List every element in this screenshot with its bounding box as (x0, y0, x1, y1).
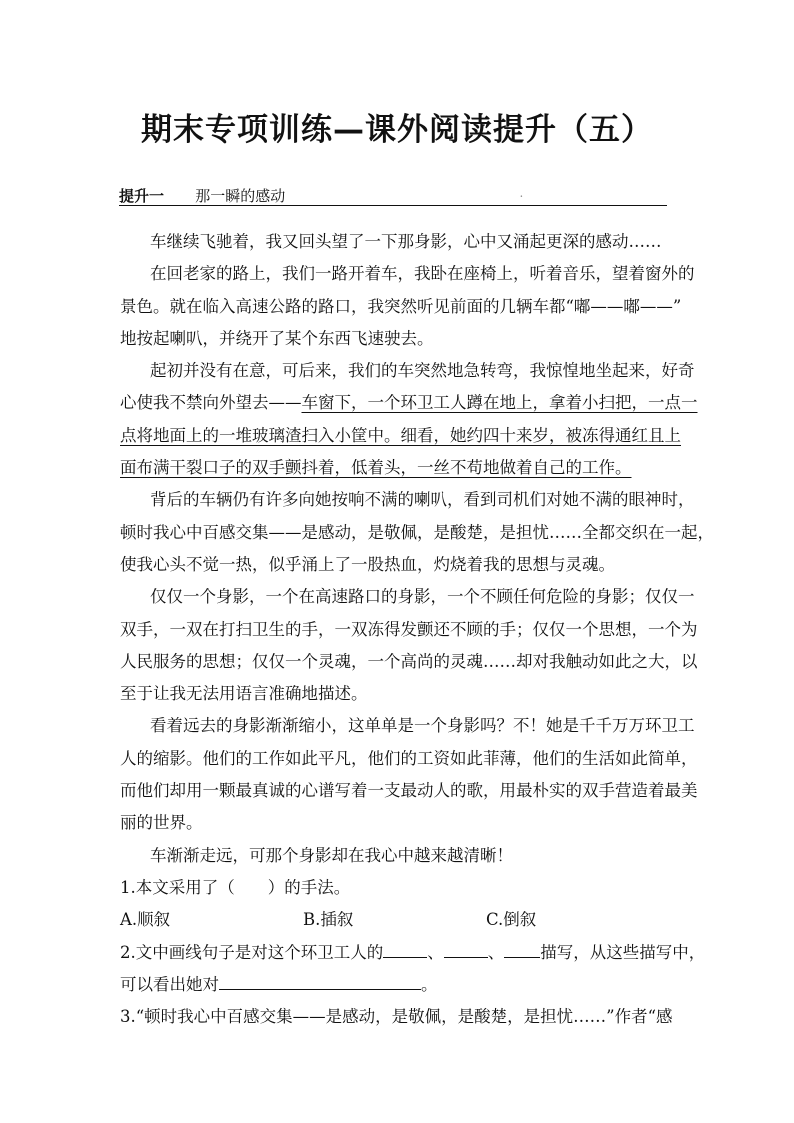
answer-blank[interactable] (219, 971, 421, 990)
underlined-sentence: 点将地面上的一堆玻璃渣扫入小筐中。细看，她约四十来岁，被冻得通红且上 (120, 425, 681, 445)
passage-line: 至于让我无法用语言准确地描述。 (120, 684, 368, 704)
answer-blank[interactable] (383, 939, 427, 958)
passage-line: 看着远去的身影渐渐缩小，这单单是一个身影吗？不！她是千千万万环卫工 (150, 716, 695, 736)
option-a[interactable]: A.顺叙 (120, 910, 171, 930)
passage-line: 顿时我心中百感交集——是感动，是敬佩，是酸楚，是担忧……全都交织在一起， (120, 522, 714, 542)
passage-line: 车渐渐走远，可那个身影却在我心中越来越清晰！ (150, 845, 513, 865)
underlined-sentence: 面布满干裂口子的双手颤抖着，低着头，一丝不苟地做着自己的工作。 (120, 458, 632, 478)
passage-line: 人的缩影。他们的工作如此平凡，他们的工资如此菲薄，他们的生活如此简单， (120, 748, 698, 768)
passage-line: 丽的世界。 (120, 813, 203, 833)
separator: 、 (487, 942, 505, 962)
passage-line: 景色。就在临入高速公路的路口，我突然听见前面的几辆车都“嘟——嘟——” (120, 296, 682, 316)
option-b[interactable]: B.插叙 (303, 910, 354, 930)
passage-text: 心使我不禁向外望去—— (120, 393, 302, 413)
section-dot: . (520, 189, 523, 199)
passage (120, 226, 714, 1033)
passage-line: 双手，一双在打扫卫生的手，一双冻得发颤还不顾的手；仅仅一个思想，一个为 (120, 619, 698, 639)
passage-line: 而他们却用一颗最真诚的心谱写着一支最动人的歌，用最朴实的双手营造着最美 (120, 781, 698, 801)
passage-line: 人民服务的思想；仅仅一个灵魂，一个高尚的灵魂……却对我触动如此之大，以 (120, 651, 698, 671)
section-heading (119, 185, 667, 206)
question-2-text: 可以看出她对 (120, 974, 219, 994)
question-1-options (120, 904, 680, 936)
passage-line: 车继续飞驰着，我又回头望了一下那身影，心中又涌起更深的感动…… (150, 232, 662, 251)
question-2-continued (120, 969, 680, 1001)
passage-line: 起初并没有在意，可后来，我们的车突然地急转弯，我惊惶地坐起来，好奇 (150, 361, 695, 381)
answer-blank[interactable] (444, 939, 488, 958)
separator: 、 (427, 942, 444, 962)
passage-line (120, 452, 680, 484)
underlined-sentence: 车窗下，一个环卫工人蹲在地上，拿着小扫把，一点一 (301, 393, 698, 413)
page-title: 期末专项训练—课外阅读提升（五） (141, 112, 653, 148)
question-2-text: 2.文中画线句子是对这个环卫工人的 (120, 942, 384, 962)
question-2-text: 。 (421, 974, 438, 994)
passage-line: 地按起喇叭，并绕开了某个东西飞速驶去。 (120, 328, 434, 348)
passage-line: 在回老家的路上，我们一路开着车，我卧在座椅上，听着音乐，望着窗外的 (150, 264, 695, 284)
question-2-text: 描写，从这些描写中， (540, 942, 706, 962)
option-c[interactable]: C.倒叙 (486, 910, 537, 930)
answer-blank[interactable] (504, 939, 540, 958)
passage-line: 背后的车辆仍有许多向她按响不满的喇叭，看到司机们对她不满的眼神时， (150, 490, 695, 510)
passage-line: 仅仅一个身影，一个在高速路口的身影，一个不顾任何危险的身影；仅仅一 (150, 587, 695, 607)
question-3: 3.“顿时我心中百感交集——是感动，是敬佩，是酸楚，是担忧……”作者“感 (120, 1007, 673, 1027)
passage-line (120, 387, 698, 419)
question-1: 1.本文采用了（ ）的手法。 (120, 877, 351, 897)
passage-line (120, 420, 680, 452)
section-number: 提升一 (119, 187, 165, 205)
question-2 (120, 937, 706, 969)
section-name: 那一瞬的感动 (195, 187, 286, 205)
passage-line: 使我心头不觉一热，似乎涌上了一股热血，灼烧着我的思想与灵魂。 (120, 554, 615, 574)
